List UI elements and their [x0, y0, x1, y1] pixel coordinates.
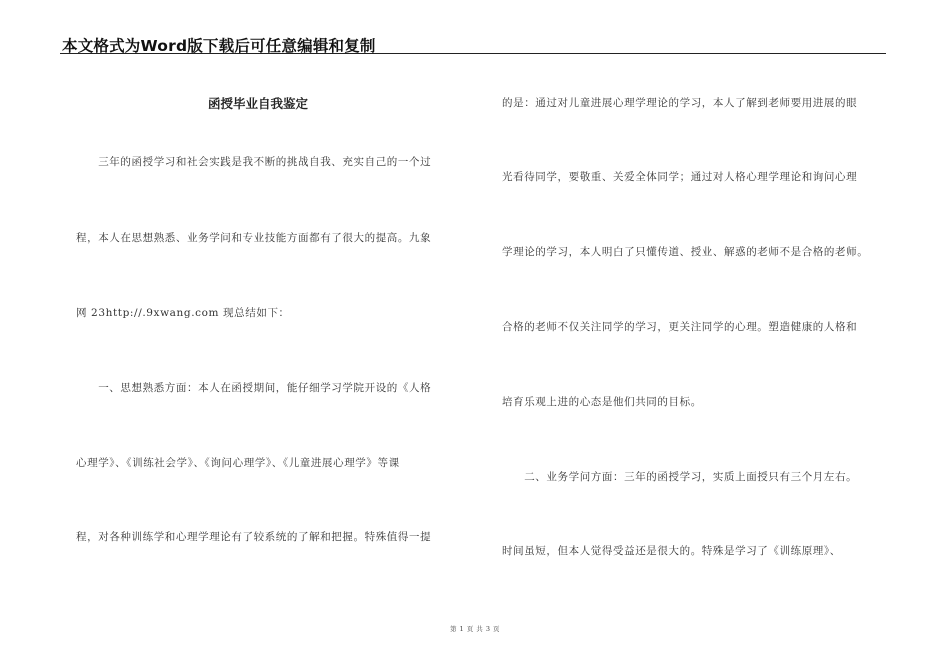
paragraph-line: 网 23http://.9xwang.com 现总结如下： — [76, 307, 290, 319]
paragraph-line: 程，对各种训练学和心理学理论有了较系统的了解和把握。特殊值得一提 — [76, 531, 432, 543]
paragraph-line: 一、思想熟悉方面：本人在函授期间，能仔细学习学院开设的《人格 — [76, 382, 432, 394]
paragraph-line: 二、业务学问方面：三年的函授学习，实质上面授只有三个月左右。 — [502, 471, 858, 483]
document-banner: 本文格式为Word版下载后可任意编辑和复制 — [62, 37, 376, 55]
paragraph-line: 的是：通过对儿童进展心理学理论的学习，本人了解到老师要用进展的眼 — [502, 97, 858, 109]
paragraph-line: 程，本人在思想熟悉、业务学问和专业技能方面都有了很大的提高。九象 — [76, 232, 432, 244]
paragraph-line: 学理论的学习，本人明白了只懂传道、授业、解惑的老师不是合格的老师。 — [502, 246, 869, 258]
paragraph-line: 合格的老师不仅关注同学的学习，更关注同学的心理。塑造健康的人格和 — [502, 321, 858, 333]
paragraph-line: 光看待同学，要敬重、关爱全体同学；通过对人格心理学理论和询问心理 — [502, 171, 858, 183]
paragraph-line: 时间虽短，但本人觉得受益还是很大的。特殊是学习了《训练原理》、 — [502, 545, 841, 557]
document-title: 函授毕业自我鉴定 — [208, 96, 309, 111]
header-rule — [60, 53, 886, 54]
paragraph-line: 三年的函授学习和社会实践是我不断的挑战自我、充实自己的一个过 — [76, 156, 432, 168]
paragraph-line: 培育乐观上进的心态是他们共同的目标。 — [502, 396, 702, 408]
page-number-footer: 第 1 页 共 3 页 — [449, 625, 501, 633]
paragraph-line: 心理学》、《训练社会学》、《询问心理学》、《儿童进展心理学》等课 — [76, 457, 400, 469]
